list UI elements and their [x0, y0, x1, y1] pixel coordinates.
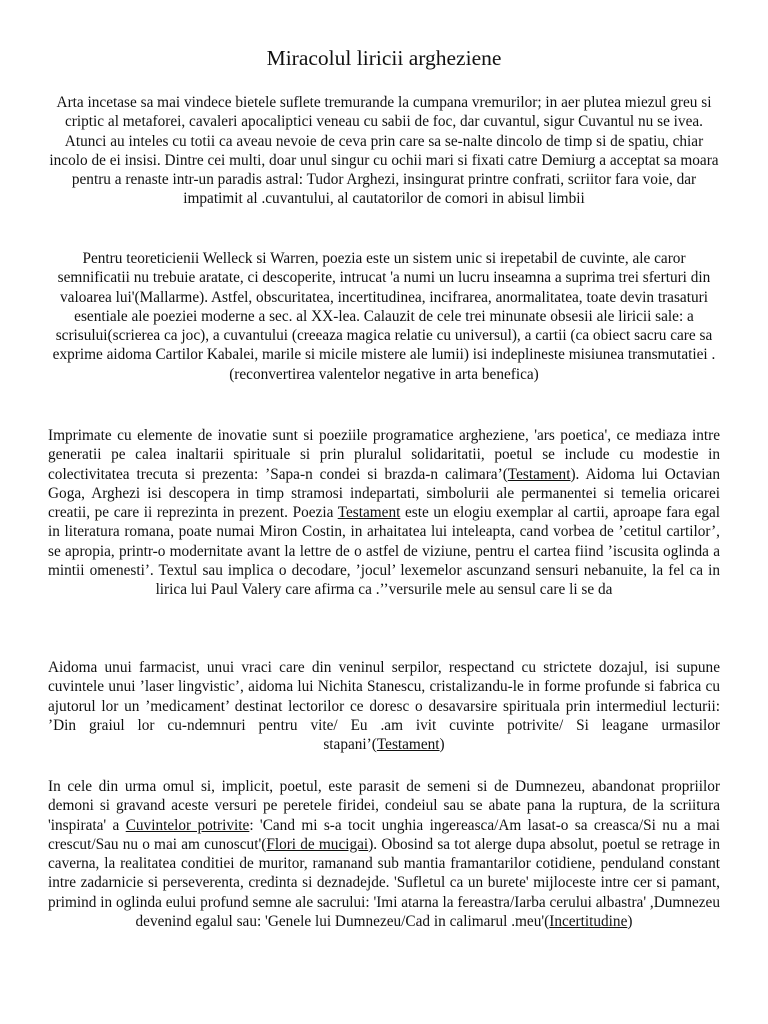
- testament-link[interactable]: Testament: [337, 504, 401, 522]
- paragraph-5-text: In cele din urma omul si, implicit, poetul, este parasit de semeni si de Dumnezeu, abandonat propriilor demoni si gravand aceste versuri pe peretele firidei, condeiul sau se abate pana la ruptura, de la scriitura 'inspirata' a: [48, 778, 720, 834]
- paragraph-2: Pentru teoreticienii Welleck si Warren, poezia este un sistem unic si irepetabil de cuvinte, ale caror semnificatii nu trebuie aratate, ci descoperite, intrucat 'a numi un lucru inseamna a suprima trei sferturi din valoarea lui'(Mallarme). Astfel, obscuritatea, incertitudinea, incifrarea, anormalitatea, toate devin trasaturi esentiale ale poeziei moderne a sec. al XX-lea. Calauzit de cele trei minunate obsesii ale liricii sale: a scrisului(scrierea ca joc), a cuvantului (creeaza magica relatie cu universul), a cartii (ca obiect sacru care sa exprime aidoma Cartilor Kabalei, marile si micile mistere ale lumii) isi indeplineste misiunea transmutatiei .(reconvertirea valentelor negative in arta benefica): [52, 250, 716, 383]
- paragraph-3-text: este un elogiu exemplar al cartii, aproape fara egal in literatura romana, poate numai Miron Costin, in arhaitatea lui inteleapta, cand vorbea de ’cetitul cartilor’, se apropia, printr-o modernitate avant la lettre de o astfel de viziune, pentru el cartea fiind ’iscusita oglinda a mintii omenesti’. Textul sau implica o decodare, ’jocul’ lexemelor ascunzand sensuri nebanuite, la fel ca in lirica lui Paul Valery care afirma ca .’’versurile mele au sensul care li se da: [48, 504, 721, 599]
- cuvinte-potrivite-link[interactable]: Cuvintelor potrivite: [125, 816, 250, 834]
- paragraph-4-text: Aidoma unui farmacist, unui vraci care din veninul serpilor, respectand cu strictete dozajul, isi supune cuvintele unui ’laser lingvistic’, aidoma lui Nichita Stanescu, cristalizandu-le in forme profunde si fabrica cu ajutorul lor un ’medicament’ destinat lectorilor ce doresc o desavarsire spirituala prin intermediul lecturii: ’Din graiul lor cu-ndemnuri pentru vite/ Eu .am ivit cuvinte potrivite/ Si leagane urmasilor stapani’(: [48, 659, 720, 754]
- paragraph-3-text: ). Aidoma lui Octavian Goga, Arghezi isi descopera in timp stramosi indepartati, simbolurii ale permanentei si temelia oricarei creatii, pe care ii reprezinta in prezent. Poezia: [48, 465, 720, 522]
- paragraph-5: [48, 777, 720, 931]
- paragraph-1: Arta incetase sa mai vindece bietele suflete tremurande la cumpana vremurilor; in aer plutea miezul greu si criptic al metaforei, cavaleri apocaliptici veneau cu sabii de foc, dar cuvantul, sigur Cuvantul nu se ivea. Atunci au inteles cu totii ca aveau nevoie de ceva prin care sa se-nalte dincolo de timp si de spatiu, chiar incolo de ei insisi. Dintre cei multi, doar unul singur cu ochii mari si fixati catre Demiurg a acceptat sa moara pentru a renaste intr-un paradis astral: Tudor Arghezi, insingurat printre confrati, scriitor fara voie, dar impatimit al .cuvantului, al cautatorilor de comori in abisul limbii: [49, 94, 719, 208]
- flori-de-mucigai-link[interactable]: Flori de mucigai: [266, 835, 369, 853]
- page-title: Miracolul liricii argheziene: [266, 46, 502, 70]
- paragraph-3: [48, 426, 720, 600]
- paragraph-5-text: ). Obosind sa tot alerge dupa absolut, poetul se retrage in caverna, la realitatea conditiei de muritor, ramanand sub mantia framantarilor cotidiene, penduland constant intre zadarnicie si perseverenta, credinta si deznadejde. 'Sufletul ca un burete' mijloceste intre cer si pamant, primind in oglinda eului profund semne ale sacrului: 'Imi atarna la fereastra/Iarba cerului albastra' ,Dumnezeu devenind egalul sau: 'Genele lui Dumnezeu/Cad in calimarul .meu'(: [48, 835, 720, 931]
- paragraph-4: [48, 658, 720, 754]
- paragraph-3-text: Imprimate cu elemente de inovatie sunt si poeziile programatice argheziene, 'ars poetica', ce mediaza intre generatii pe calea inaltarii spirituale si prin pluralul solidaritatii, poetul se include cu modestie in colectivitatea trecuta si prezenta: ’Sapa-n condei si brazda-n calimara’(: [48, 427, 720, 483]
- testament-link[interactable]: Testament: [376, 736, 440, 754]
- incertitudine-link[interactable]: Incertitudine: [549, 913, 628, 931]
- testament-link[interactable]: Testament: [507, 465, 571, 483]
- paragraph-5-text: : 'Cand mi s-a tocit unghia ingereasca/Am lasat-o sa creasca/Si nu a mai crescut/Sau nu o mai am cunoscut'(: [48, 816, 720, 853]
- paragraph-4-text: ): [439, 736, 445, 754]
- paragraph-5-text: ): [627, 913, 633, 931]
